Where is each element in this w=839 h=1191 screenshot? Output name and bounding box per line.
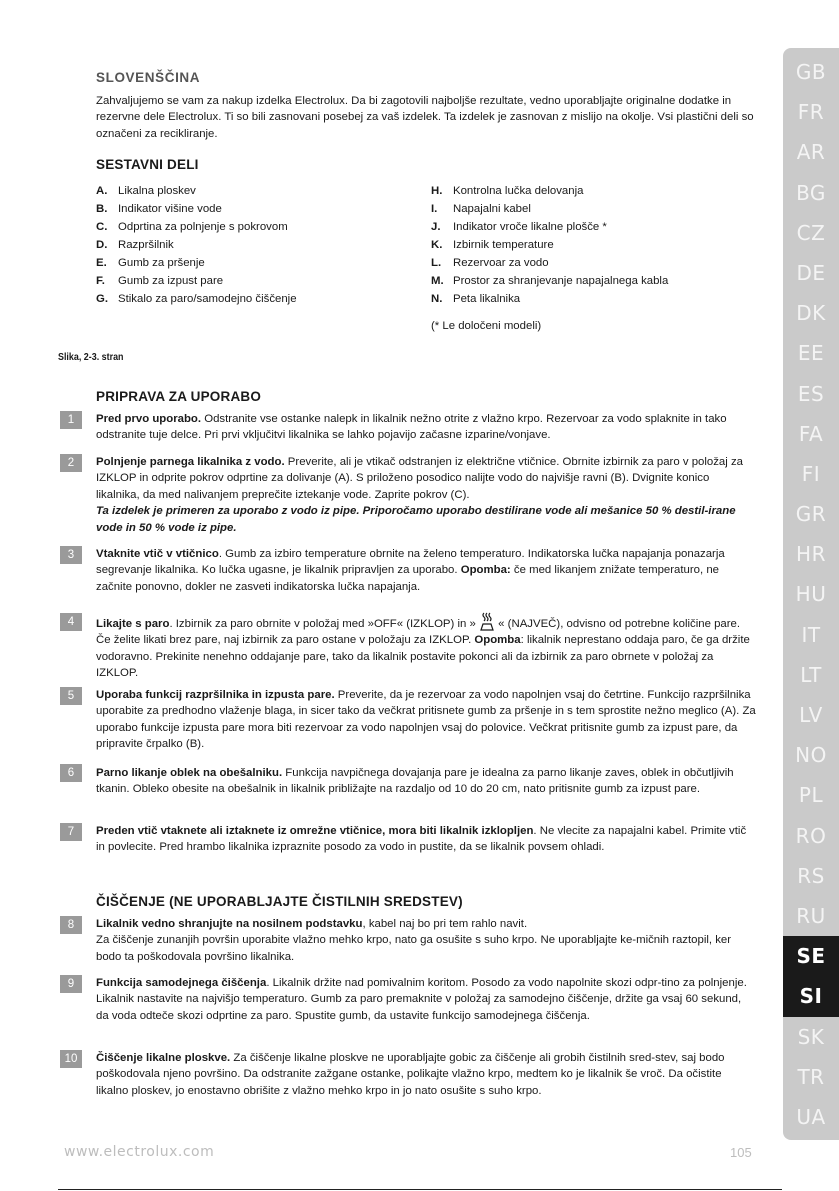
step-7: Preden vtič vtaknete ali iztaknete iz omrežne vtičnice, mora biti likalnik izklopljen. Ne vlecite za napajalni kabel. Primite vtič in povlecite. Pred hrambo likalnika izpraznite posodo za vodo in pustite, da se likalnik povsem ohladi. bbox=[96, 825, 747, 854]
language-tab-no: NO bbox=[795, 743, 827, 768]
language-tab-list bbox=[783, 52, 839, 1137]
language-tab-fr: FR bbox=[797, 100, 825, 125]
footer-url: www.electrolux.com bbox=[64, 1144, 215, 1160]
preparation-heading: PRIPRAVA ZA UPORABO bbox=[96, 389, 262, 404]
language-tab-bg: BG bbox=[796, 180, 826, 205]
language-tab-ua: UA bbox=[796, 1104, 826, 1129]
component-item: I. Napajalni kabel bbox=[431, 203, 531, 215]
language-tab-sk: SK bbox=[797, 1024, 825, 1049]
components-note: (* Le določeni modeli) bbox=[431, 320, 542, 332]
language-tab-ar: AR bbox=[796, 140, 826, 165]
step-number-badge: 10 bbox=[60, 1050, 82, 1068]
language-tab-lt: LT bbox=[800, 662, 822, 687]
page-number: 105 bbox=[730, 1145, 752, 1160]
language-tab-it: IT bbox=[801, 622, 821, 647]
step-number-badge: 5 bbox=[60, 687, 82, 705]
language-tab-es: ES bbox=[797, 381, 825, 406]
step-8: Likalnik vedno shranjujte na nosilnem podstavku, kabel naj bo pri tem rahlo navit. Za čiščenje zunanjih površin uporabite vlažno mehko krpo, nato ga osušite s suho krpo. Ne uporabljajte ke-mičnih raztopil, ker bodo ta poškodovala površino likalnika. bbox=[96, 918, 732, 963]
step-1: Pred prvo uporabo. Odstranite vse ostanke nalepk in likalnik nežno otrite z vlažno krpo. Rezervoar za vodo splaknite in tako odstranite tuje delce. Pri prvi vključitvi likalnika se lahko pojavijo začasne izparine/vonjave. bbox=[96, 413, 727, 442]
language-tab-lv: LV bbox=[799, 703, 823, 727]
component-item: G. Stikalo za paro/samodejno čiščenje bbox=[96, 293, 297, 305]
figure-reference: Slika, 2-3. stran bbox=[58, 351, 124, 363]
component-item: A. Likalna ploskev bbox=[96, 185, 196, 197]
component-item: N. Peta likalnika bbox=[431, 293, 521, 305]
language-tab-pl: PL bbox=[798, 783, 824, 808]
step-2: Polnjenje parnega likalnika z vodo. Preverite, ali je vtikač odstranjen iz električne vtičnice. Obrnite izbirnik za paro v položaj za IZKLOP in odprite pokrov odprtine za dolivanje (A). S priloženo posodico nalijte vodo do najvišje ravni (B). Dvignite konico likalnika, da med nalivanjem preprečite iztekanje vode. Zaprite pokrov (C). Ta izdelek je primeren za uporabo z vodo iz pipe. Priporočamo uporabo destilirane vode ali mešanice 50 % destil-irane vode in 50 % vode iz pipe. bbox=[96, 454, 756, 536]
footer-rule bbox=[58, 1189, 782, 1190]
language-tab-ee: EE bbox=[797, 341, 825, 366]
components-heading: SESTAVNI DELI bbox=[96, 157, 199, 172]
max-steam-icon bbox=[479, 612, 495, 632]
step-4: Likajte s paro. Izbirnik za paro obrnite v položaj med »OFF« (IZKLOP) in » « (NAJVEČ), odvisno od potrebne količine pare. Če želite likati brez pare, naj izbirnik za paro ostane v položaju za IZKLOP. Opomba: likalnik neprestano oddaja paro, če ga držite vodoravno. Prekinite nenehno oddajanje pare, tako da likalnik postavite pokonci ali da izbirnik za paro obrnete v položaj za IZKLOP. bbox=[96, 612, 756, 682]
step-2-note: Ta izdelek je primeren za uporabo z vodo iz pipe. Priporočamo uporabo destilirane vode ali mešanice 50 % destil-irane vode in 50 % vode iz pipe. bbox=[96, 505, 736, 534]
cleaning-heading: ČIŠČENJE (NE UPORABLJAJTE ČISTILNIH SREDSTEV) bbox=[96, 894, 463, 909]
language-tab-tr: TR bbox=[797, 1064, 825, 1089]
component-item: D. Razpršilnik bbox=[96, 239, 174, 251]
language-tab-dk: DK bbox=[796, 301, 826, 326]
language-tab-ro: RO bbox=[795, 823, 827, 848]
component-item: M. Prostor za shranjevanje napajalnega kabla bbox=[431, 275, 669, 287]
page-title: SLOVENŠČINA bbox=[96, 70, 201, 85]
component-item: L. Rezervoar za vodo bbox=[431, 257, 549, 269]
step-6: Parno likanje oblek na obešalniku. Funkcija navpičnega dovajanja pare je idealna za parno likanje zaves, oblek in občutljivih tkanin. Obleko obesite na obešalnik in likalnik približajte na razdaljo od 10 do 20 cm, nato pritisnite gumb za izpust pare. bbox=[96, 767, 734, 796]
language-tab-cz: CZ bbox=[796, 220, 826, 245]
step-number-badge: 3 bbox=[60, 546, 82, 564]
step-5: Uporaba funkcij razpršilnika in izpusta pare. Preverite, da je rezervoar za vodo napolnjen vsaj do četrtine. Funkcijo razpršilnika uporabite za predhodno vlaženje blaga, in sicer tako da večkrat pritisnete gumb za pršenje in s tem sprostite nežno meglico (A). Za uporabo funkcije izpusta pare mora biti rezervoar za vodo napolnjen vsaj do polovice. Večkrat pritisnite gumb za izpust pare, da pripravite črpalko (B). bbox=[96, 689, 756, 751]
step-number-badge: 6 bbox=[60, 764, 82, 782]
intro-paragraph: Zahvaljujemo se vam za nakup izdelka Electrolux. Da bi zagotovili najboljše rezultate, vedno uporabljajte originalne dodatke in rezervne dele Electrolux. Ti so bili zasnovani posebej za vaš izdelek. Ta izdelek je zasnovan z mislijo na okolje. Vsi plastični deli so označeni za recikliranje. bbox=[96, 95, 754, 140]
component-item: B. Indikator višine vode bbox=[96, 203, 222, 215]
step-number-badge: 2 bbox=[60, 454, 82, 472]
language-tab-rs: RS bbox=[797, 863, 825, 888]
step-number-badge: 1 bbox=[60, 411, 82, 429]
language-tab-hu: HU bbox=[795, 582, 827, 607]
step-number-badge: 4 bbox=[60, 613, 82, 631]
language-tab-ru: RU bbox=[796, 903, 826, 928]
step-9: Funkcija samodejnega čiščenja. Likalnik držite nad pomivalnim koritom. Posodo za vodo napolnite skozi odpr-tino za polnjenje. Likalnik nastavite na najvišjo temperaturo. Gumb za paro premaknite v položaj za samodejno čiščenje, držite ga vsaj 60 sekund, da voda odteče skozi odprtine za paro. Spustite gumb, da ustavite funkcijo samodejnega čiščenja. bbox=[96, 977, 747, 1022]
language-tab-de: DE bbox=[796, 260, 826, 285]
component-item: H. Kontrolna lučka delovanja bbox=[431, 185, 584, 197]
step-number-badge: 8 bbox=[60, 916, 82, 934]
component-item: K. Izbirnik temperature bbox=[431, 239, 554, 251]
component-item: C. Odprtina za polnjenje s pokrovom bbox=[96, 221, 288, 233]
language-tab-si: SI bbox=[783, 976, 839, 1016]
step-3: Vtaknite vtič v vtičnico. Gumb za izbiro temperature obrnite na želeno temperaturo. Indikatorska lučka napajanja ponazarja segrevanje likalnika. Ko lučka ugasne, je likalnik pripravljen za uporabo. Opomba: če med likanjem znižate temperaturo, ne začnite ponovno, dokler ne zasveti indikatorska lučka napajanja. bbox=[96, 548, 725, 593]
language-tab-gb: GB bbox=[795, 60, 827, 84]
step-number-badge: 7 bbox=[60, 823, 82, 841]
component-item: J. Indikator vroče likalne plošče * bbox=[431, 221, 607, 233]
language-tab-hr: HR bbox=[796, 542, 826, 567]
language-tab-fa: FA bbox=[798, 421, 824, 446]
language-tab-fi: FI bbox=[801, 461, 821, 486]
language-tab-gr: GR bbox=[795, 502, 827, 527]
language-tab-se: SE bbox=[783, 936, 839, 976]
step-number-badge: 9 bbox=[60, 975, 82, 993]
step-10: Čiščenje likalne ploskve. Za čiščenje likalne ploskve ne uporabljajte gobic za čiščenje ali grobih čistilnih sred-stev, saj bodo poškodovala njeno površino. Da odstranite zažgane ostanke, polikajte vlažno krpo, medtem ko je likalnik še vroč. Da očistite likalno ploskev, jo enostavno obrišite z vlažno mehko krpo in jo nato osušite s suho krpo. bbox=[96, 1052, 725, 1097]
component-item: F. Gumb za izpust pare bbox=[96, 275, 224, 287]
component-item: E. Gumb za pršenje bbox=[96, 257, 205, 269]
